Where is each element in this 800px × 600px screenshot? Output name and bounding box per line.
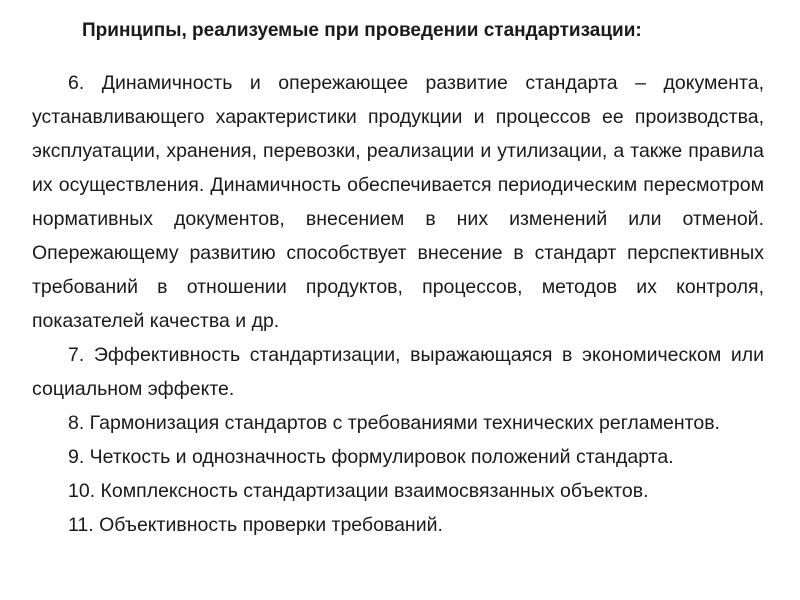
principle-11: 11. Объективность проверки требований. (68, 514, 443, 536)
principle-6: 6. Динамичность и опережающее развитие стандарта – документа, устанавливающего характеристики продукции и процессов ее производства, эксплуатации, хранения, перевозки, реализации и утилизации, а также правила их осуществления. Динамичность обеспечивается периодическим пересмотром нормативных документов, внесением в них изменений или отменой. Опережающему развитию способствует внесение в стандарт перспективных требований в отношении продуктов, процессов, методов их контроля, показателей качества и др. (32, 72, 764, 332)
principle-9: 9. Четкость и однозначность формулировок положений стандарта. (68, 446, 674, 468)
principle-7: 7. Эффективность стандартизации, выражающаяся в экономическом или социальном эффекте. (32, 344, 764, 400)
principle-10: 10. Комплексность стандартизации взаимосвязанных объектов. (68, 480, 649, 502)
principles-list (32, 66, 764, 542)
principle-8: 8. Гармонизация стандартов с требованиями технических регламентов. (68, 412, 720, 434)
document-title: Принципы, реализуемые при проведении стандартизации: (82, 20, 642, 41)
